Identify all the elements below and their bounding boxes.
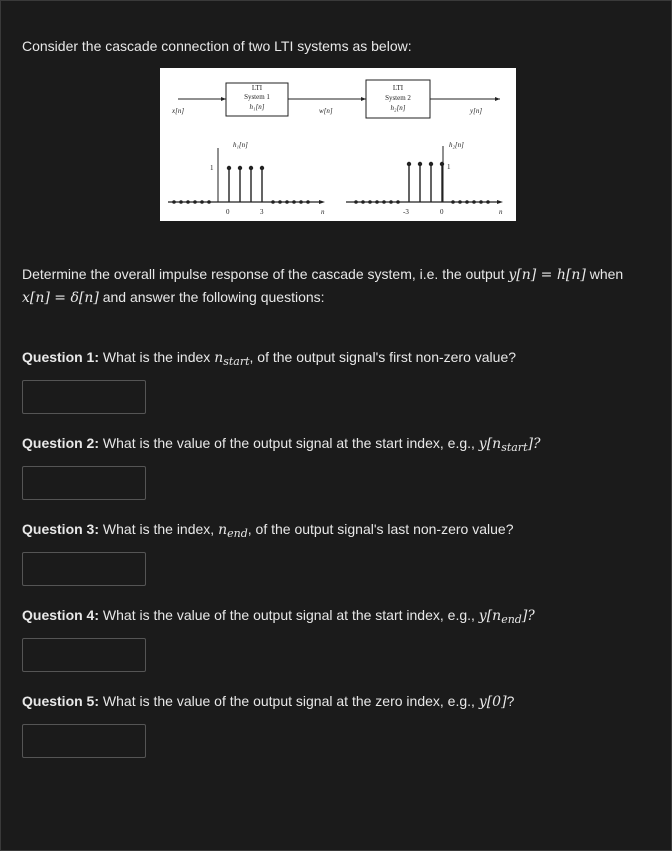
system-diagram (160, 68, 516, 221)
plot2-amp: 1 (447, 163, 451, 171)
answer-input-5[interactable] (22, 724, 146, 758)
question-3: Question 3: What is the index, $n_{end}$, of the output signal's last non-zero value? (22, 521, 514, 540)
question-1: Question 1: What is the index $n_{start}$, of the output signal's first non-zero value? (22, 349, 517, 368)
system1-line2: System 1 (244, 93, 270, 101)
para-mid: when (585, 266, 624, 282)
question-4-label: Question 4: (22, 607, 100, 623)
answer-input-4[interactable] (22, 638, 146, 672)
question-3-label: Question 3: (22, 521, 100, 537)
para-before: Determine the overall impulse response of the cascade system, i.e. the output (22, 266, 509, 282)
plot-h1 (168, 141, 325, 216)
para-eq1: y[n] = h[n] (508, 267, 586, 283)
input-label: x[n] (172, 107, 185, 115)
question-5-label: Question 5: (22, 693, 100, 709)
plot1-title: h₁[n] (233, 141, 248, 149)
output-label: y[n] (470, 107, 483, 115)
para-after: and answer the following questions: (98, 289, 325, 305)
system1-line3: h₁[n] (249, 103, 265, 111)
plot1-axis: n (321, 208, 325, 216)
intro-text: Consider the cascade connection of two LTI systems as below: (22, 38, 412, 54)
question-2: Question 2: What is the value of the output signal at the start index, e.g., $y[n_{start}]$? (22, 435, 541, 454)
system2-line2: System 2 (385, 94, 411, 102)
question-1-label: Question 1: (22, 349, 100, 365)
plot1-tick-a: 0 (226, 208, 230, 216)
plot1-tick-b: 3 (260, 208, 264, 216)
answer-input-3[interactable] (22, 552, 146, 586)
instructions-paragraph (22, 263, 652, 309)
mid-label: w[n] (319, 107, 333, 115)
question-4: Question 4: What is the value of the output signal at the start index, e.g., $y[n_{end}]$? (22, 607, 535, 626)
plot1-amp: 1 (210, 164, 214, 172)
system1-line1: LTI (251, 84, 263, 92)
plot2-title: h₂[n] (449, 141, 464, 149)
answer-input-2[interactable] (22, 466, 146, 500)
question-5: Question 5: What is the value of the output signal at the zero index, e.g., y[0]? (22, 693, 515, 710)
plot-h2 (346, 141, 503, 216)
plot2-tick-a: -3 (403, 208, 409, 216)
system2-line3: h₂[n] (390, 104, 406, 112)
question-2-label: Question 2: (22, 435, 100, 451)
plot2-axis: n (499, 208, 503, 216)
para-eq2: x[n] = δ[n] (22, 290, 99, 306)
plot2-tick-b: 0 (440, 208, 444, 216)
answer-input-1[interactable] (22, 380, 146, 414)
system2-line1: LTI (392, 84, 404, 92)
